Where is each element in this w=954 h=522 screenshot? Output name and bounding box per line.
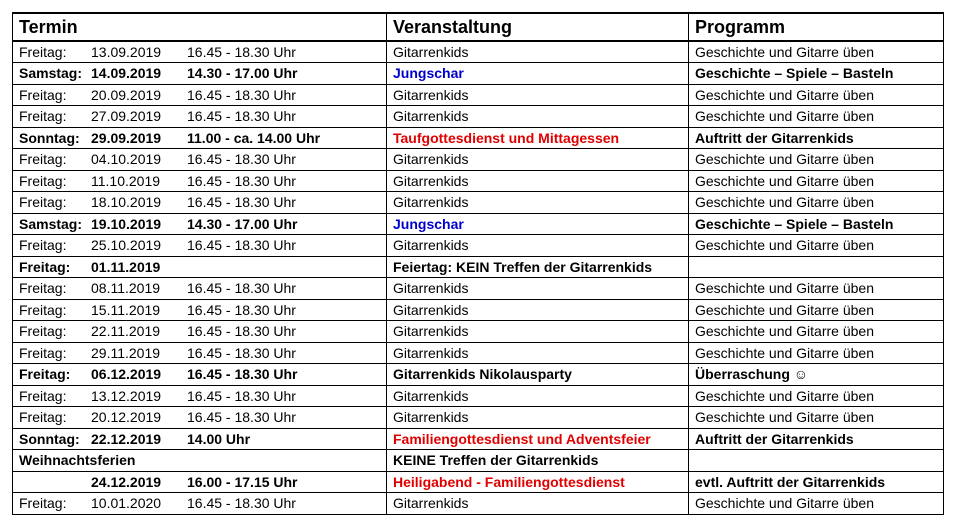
veranstaltung-cell: Jungschar	[387, 63, 689, 85]
table-row	[13, 278, 944, 300]
termin-day: Samstag:	[19, 215, 83, 232]
termin-day: Freitag:	[19, 495, 67, 511]
termin-time: 16.00 - 17.15 Uhr	[187, 473, 298, 490]
table-row	[13, 364, 944, 386]
termin-time: 14.30 - 17.00 Uhr	[187, 215, 298, 232]
veranstaltung-cell: Gitarrenkids	[387, 278, 689, 300]
veranstaltung-cell: Gitarrenkids	[387, 300, 689, 321]
termin-cell	[13, 429, 387, 450]
termin-day: Freitag:	[19, 151, 67, 167]
table-row	[13, 472, 944, 493]
termin-cell	[13, 472, 387, 493]
schedule-table	[12, 12, 944, 515]
termin-date: 22.11.2019	[91, 323, 161, 339]
termin-date: 14.09.2019	[91, 65, 162, 81]
table-row	[13, 63, 944, 85]
termin-cell	[13, 85, 387, 106]
termin-day: Freitag:	[19, 409, 67, 425]
termin-date: 27.09.2019	[91, 108, 162, 124]
termin-day: Freitag:	[19, 172, 67, 189]
table-row	[13, 493, 944, 515]
veranstaltung-cell: Familiengottesdienst und Adventsfeier	[387, 429, 689, 450]
termin-time: 16.45 - 18.30 Uhr	[187, 323, 296, 339]
termin-day: Freitag:	[19, 366, 71, 382]
programm-cell: Geschichte und Gitarre üben	[689, 149, 944, 171]
termin-cell	[13, 450, 387, 472]
table-row	[13, 429, 944, 450]
termin-cell	[13, 278, 387, 300]
table-row	[13, 106, 944, 128]
table-row	[13, 149, 944, 171]
termin-time: 14.00 Uhr	[187, 430, 251, 447]
termin-time: 16.45 - 18.30 Uhr	[187, 237, 296, 253]
termin-cell	[13, 493, 387, 515]
termin-cell	[13, 192, 387, 214]
veranstaltung-cell: Gitarrenkids	[387, 149, 689, 171]
programm-cell: Geschichte und Gitarre üben	[689, 407, 944, 429]
veranstaltung-cell: Gitarrenkids	[387, 192, 689, 214]
table-row	[13, 41, 944, 63]
termin-time: 16.45 - 18.30 Uhr	[187, 172, 296, 189]
veranstaltung-cell: Gitarrenkids	[387, 386, 689, 407]
header-row	[13, 13, 944, 41]
programm-cell: Geschichte und Gitarre üben	[689, 106, 944, 128]
termin-day: Freitag:	[19, 323, 67, 339]
termin-time: 16.45 - 18.30 Uhr	[187, 151, 296, 167]
veranstaltung-cell: Feiertag: KEIN Treffen der Gitarrenkids	[387, 257, 689, 278]
veranstaltung-cell: Taufgottesdienst und Mittagessen	[387, 128, 689, 149]
termin-day: Freitag:	[19, 280, 67, 296]
termin-cell	[13, 41, 387, 63]
termin-cell	[13, 149, 387, 171]
termin-cell	[13, 128, 387, 149]
veranstaltung-cell: Gitarrenkids	[387, 235, 689, 257]
termin-time: 16.45 - 18.30 Uhr	[187, 108, 296, 124]
table-row	[13, 85, 944, 106]
programm-cell: Geschichte und Gitarre üben	[689, 171, 944, 192]
table-row	[13, 214, 944, 235]
programm-cell: Geschichte und Gitarre üben	[689, 493, 944, 515]
termin-time: 16.45 - 18.30 Uhr	[187, 495, 296, 511]
veranstaltung-cell: KEINE Treffen der Gitarrenkids	[387, 450, 689, 472]
termin-date: 04.10.2019	[91, 151, 162, 167]
termin-date: 24.12.2019	[91, 473, 162, 490]
termin-time: 16.45 - 18.30 Uhr	[187, 86, 296, 103]
veranstaltung-cell: Gitarrenkids	[387, 407, 689, 429]
veranstaltung-cell: Gitarrenkids	[387, 171, 689, 192]
termin-time: 16.45 - 18.30 Uhr	[187, 344, 296, 361]
termin-time: 16.45 - 18.30 Uhr	[187, 387, 296, 404]
termin-date: 20.12.2019	[91, 409, 162, 425]
termin-cell	[13, 106, 387, 128]
termin-date: 20.09.2019	[91, 86, 162, 103]
programm-cell: Geschichte und Gitarre üben	[689, 85, 944, 106]
header-programm: Programm	[689, 13, 944, 41]
veranstaltung-cell: Heiligabend - Familiengottesdienst	[387, 472, 689, 493]
termin-date: 11.10.2019	[91, 172, 161, 189]
termin-time: 16.45 - 18.30 Uhr	[187, 43, 296, 60]
programm-cell: Geschichte und Gitarre üben	[689, 235, 944, 257]
termin-cell	[13, 364, 387, 386]
programm-cell: Geschichte und Gitarre üben	[689, 321, 944, 343]
programm-cell: Geschichte und Gitarre üben	[689, 192, 944, 214]
programm-cell: Geschichte – Spiele – Basteln	[689, 214, 944, 235]
termin-day: Freitag:	[19, 194, 67, 210]
termin-time: 16.45 - 18.30 Uhr	[187, 366, 298, 382]
termin-day: Freitag:	[19, 387, 67, 404]
termin-date: 06.12.2019	[91, 366, 162, 382]
programm-cell	[689, 257, 944, 278]
table-row	[13, 407, 944, 429]
header-veranstaltung: Veranstaltung	[387, 13, 689, 41]
programm-cell: Geschichte und Gitarre üben	[689, 343, 944, 364]
termin-cell	[13, 257, 387, 278]
veranstaltung-cell: Gitarrenkids	[387, 321, 689, 343]
termin-date: 29.09.2019	[91, 129, 162, 146]
termin-date: 25.10.2019	[91, 237, 162, 253]
programm-cell: Auftritt der Gitarrenkids	[689, 429, 944, 450]
termin-time: 11.00 - ca. 14.00 Uhr	[187, 129, 321, 146]
veranstaltung-cell: Gitarrenkids	[387, 85, 689, 106]
termin-time: 16.45 - 18.30 Uhr	[187, 280, 296, 296]
programm-cell: Auftritt der Gitarrenkids	[689, 128, 944, 149]
programm-cell	[689, 450, 944, 472]
programm-cell: Geschichte und Gitarre üben	[689, 278, 944, 300]
table-row	[13, 343, 944, 364]
termin-day: Freitag:	[19, 108, 67, 124]
veranstaltung-cell: Gitarrenkids	[387, 106, 689, 128]
termin-cell	[13, 171, 387, 192]
termin-cell	[13, 343, 387, 364]
table-row	[13, 321, 944, 343]
termin-date: 19.10.2019	[91, 215, 162, 232]
termin-day: Sonntag:	[19, 129, 80, 146]
programm-cell: Geschichte und Gitarre üben	[689, 41, 944, 63]
schedule-rows	[13, 41, 944, 515]
table-row	[13, 192, 944, 214]
termin-date: 18.10.2019	[91, 194, 162, 210]
table-row	[13, 171, 944, 192]
table-row	[13, 128, 944, 149]
termin-date: 15.11.2019	[91, 301, 161, 318]
termin-date: 10.01.2020	[91, 495, 162, 511]
termin-date: 13.09.2019	[91, 43, 162, 60]
termin-time: 14.30 - 17.00 Uhr	[187, 65, 298, 81]
termin-time: 16.45 - 18.30 Uhr	[187, 409, 296, 425]
termin-cell	[13, 321, 387, 343]
termin-day: Freitag:	[19, 237, 67, 253]
termin-day: Sonntag:	[19, 430, 80, 447]
veranstaltung-cell: Jungschar	[387, 214, 689, 235]
termin-day: Freitag:	[19, 301, 67, 318]
termin-cell	[13, 386, 387, 407]
table-row	[13, 386, 944, 407]
programm-cell: Geschichte und Gitarre üben	[689, 300, 944, 321]
termin-date: 22.12.2019	[91, 430, 162, 447]
termin-time: 16.45 - 18.30 Uhr	[187, 194, 296, 210]
termin-day: Freitag:	[19, 344, 67, 361]
header-termin: Termin	[13, 13, 387, 41]
veranstaltung-cell: Gitarrenkids	[387, 41, 689, 63]
veranstaltung-cell: Gitarrenkids Nikolausparty	[387, 364, 689, 386]
termin-cell	[13, 235, 387, 257]
termin-day: Freitag:	[19, 43, 67, 60]
programm-cell: Überraschung ☺	[689, 364, 944, 386]
termin-date: 01.11.2019	[91, 258, 161, 275]
termin-day: Freitag:	[19, 86, 67, 103]
programm-cell: evtl. Auftritt der Gitarrenkids	[689, 472, 944, 493]
table-row	[13, 257, 944, 278]
termin-date: 08.11.2019	[91, 280, 161, 296]
termin-day: Weihnachtsferien	[19, 452, 136, 468]
programm-cell: Geschichte und Gitarre üben	[689, 386, 944, 407]
veranstaltung-cell: Gitarrenkids	[387, 493, 689, 515]
termin-cell	[13, 407, 387, 429]
termin-cell	[13, 300, 387, 321]
termin-date: 29.11.2019	[91, 344, 161, 361]
table-row	[13, 300, 944, 321]
termin-time: 16.45 - 18.30 Uhr	[187, 301, 296, 318]
programm-cell: Geschichte – Spiele – Basteln	[689, 63, 944, 85]
termin-date: 13.12.2019	[91, 387, 162, 404]
table-row	[13, 450, 944, 472]
veranstaltung-cell: Gitarrenkids	[387, 343, 689, 364]
termin-day: Freitag:	[19, 258, 71, 275]
table-row	[13, 235, 944, 257]
termin-cell	[13, 214, 387, 235]
termin-day: Samstag:	[19, 65, 83, 81]
termin-cell	[13, 63, 387, 85]
